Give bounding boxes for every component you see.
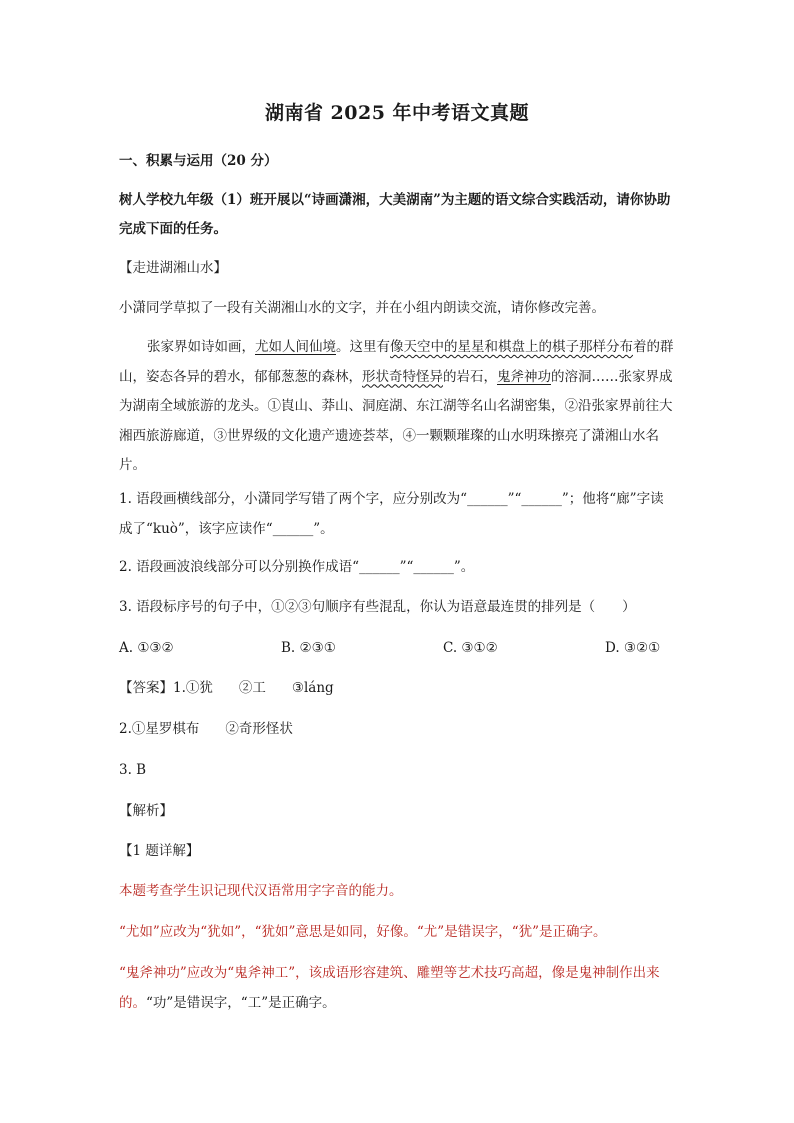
answer-item: ①星罗棋布 xyxy=(131,721,200,737)
explanation-3-black: “功”是错误字，“工”是正确字。 xyxy=(146,995,336,1011)
subsection-heading: 【走进湖湘山水】 xyxy=(119,260,227,276)
underlined-phrase-2: 鬼斧神功 xyxy=(497,368,551,385)
page-title: 湖南省 2025 年中考语文真题 xyxy=(264,102,530,124)
answer-item: ③láng xyxy=(291,680,334,696)
passage-text: 。这里有 xyxy=(336,339,390,355)
option-c: C. ③①② xyxy=(443,640,498,656)
analysis-label: 【解析】 xyxy=(119,803,173,819)
explanation-3-red: “鬼斧神功”应改为“鬼斧神工”，该成语形容建筑、雕塑等艺术技巧高超，像是鬼神制作出来的。 xyxy=(119,965,660,1011)
underlined-phrase-1: 尤如人间仙境 xyxy=(255,339,336,355)
answer-line-2 xyxy=(119,714,675,744)
question-1: 1. 语段画横线部分，小潇同学写错了两个字，应分别改为“______”“______”；他将“廊”字读成了“kuò”，该字应读作“______”。 xyxy=(119,491,664,537)
section-heading: 一、积累与运用（20 分） xyxy=(119,153,278,169)
task-instruction: 小潇同学草拟了一段有关湖湘山水的文字，并在小组内朗读交流，请你修改完善。 xyxy=(119,300,605,316)
intro-paragraph: 树人学校九年级（1）班开展以“诗画潇湘，大美湖南”为主题的语文综合实践活动，请你协助完成下面的任务。 xyxy=(119,192,671,237)
explanation-2-text: “尤如”应改为“犹如”，“犹如”意思是如同，好像。“尤”是错误字，“犹”是正确字。 xyxy=(119,924,607,940)
answer-number: 2. xyxy=(119,721,132,737)
wavy-phrase-1: 像天空中的星星和棋盘上的棋子那样分布 xyxy=(390,339,633,355)
question-2: 2. 语段画波浪线部分可以分别换作成语“______”“______”。 xyxy=(119,559,475,575)
option-a: A. ①③② xyxy=(119,640,174,656)
answer-label: 【答案】 xyxy=(119,680,173,696)
explanation-2 xyxy=(119,917,699,947)
answer-item: ①犹 xyxy=(185,680,213,696)
question-3: 3. 语段标序号的句子中，①②③句顺序有些混乱，你认为语意最连贯的排列是（ ） xyxy=(119,599,636,615)
detail-label: 【1 题详解】 xyxy=(119,843,200,859)
answer-line-1 xyxy=(119,673,675,703)
passage-text: 张家界如诗如画， xyxy=(147,339,255,355)
reading-passage xyxy=(119,333,675,481)
option-b: B. ②③① xyxy=(281,640,336,656)
passage-text: 着的群山，姿态各异的碧水，郁郁葱葱的森林， xyxy=(119,339,674,385)
option-d: D. ③②① xyxy=(605,640,661,656)
answer-number: 1. xyxy=(173,680,186,696)
passage-text: 的溶洞……张家界成为湖南全域旅游的龙头。①崀山、莽山、洞庭湖、东江湖等名山名湖密集，②沿张家界前往大湘西旅游廊道，③世界级的文化遗产遗迹荟萃，④一颗颗璀璨的山水明珠擦亮了潇湘山水名片。 xyxy=(119,368,673,473)
answer-item: ②奇形怪状 xyxy=(225,721,293,737)
explanation-1: 本题考查学生识记现代汉语常用字字音的能力。 xyxy=(119,883,403,899)
answer-line-3: 3. B xyxy=(119,762,147,778)
wavy-phrase-2: 形状奇特怪异 xyxy=(362,368,443,385)
passage-text: 的岩石， xyxy=(443,368,497,385)
answer-item: ②工 xyxy=(238,680,266,696)
explanation-3 xyxy=(119,958,675,1018)
